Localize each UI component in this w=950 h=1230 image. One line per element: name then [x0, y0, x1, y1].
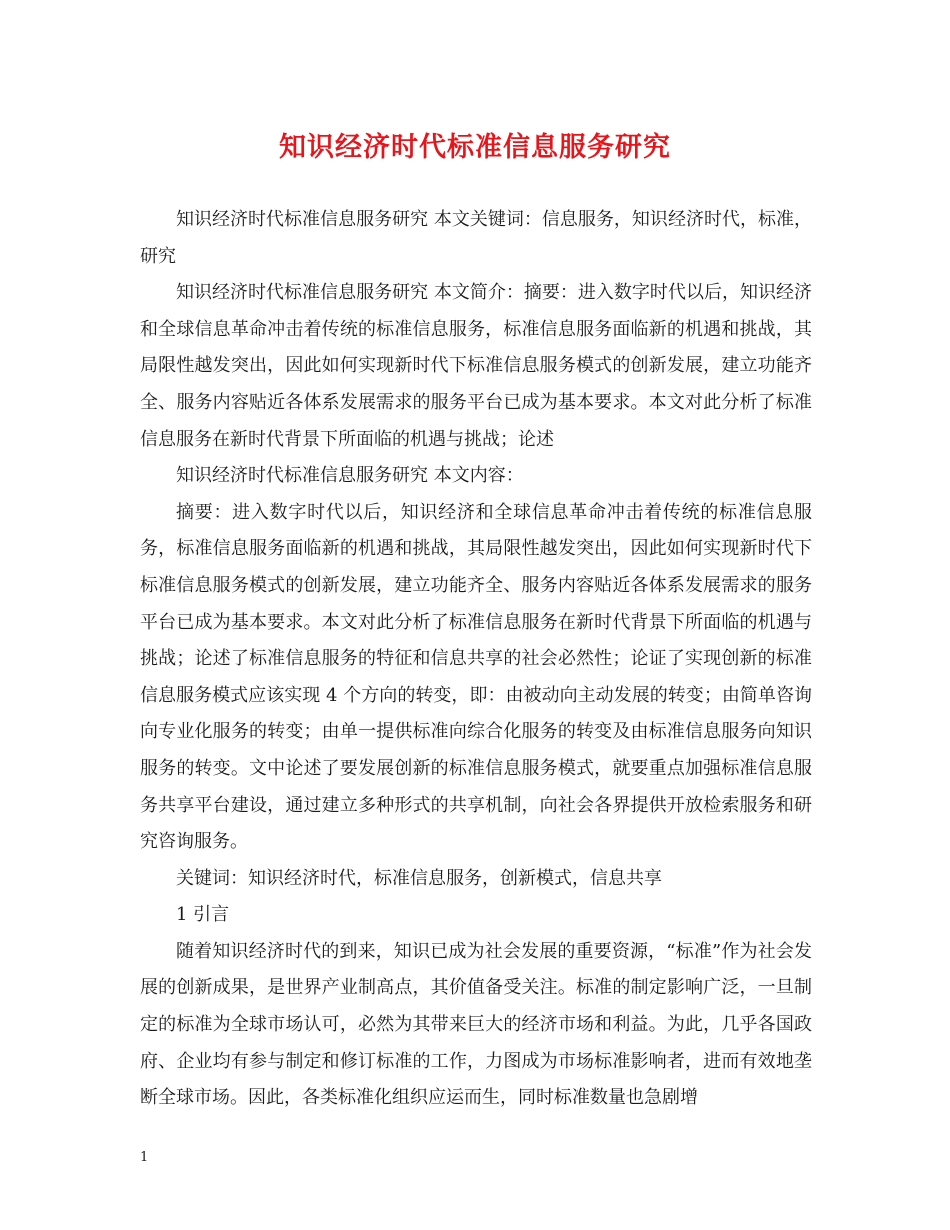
paragraph-abstract: 摘要：进入数字时代以后，知识经济和全球信息革命冲击着传统的标准信息服务，标准信息服务面临新的机遇和挑战，其局限性越发突出，因此如何实现新时代下标准信息服务模式的创新发展，建立功能齐全、服务内容贴近各体系发展需求的服务平台已成为基本要求。本文对此分析了标准信息服务在新时代背景下所面临的机遇与挑战；论述了标准信息服务的特征和信息共享的社会必然性；论证了实现创新的标准信息服务模式应该实现 4 个方向的转变，即：由被动向主动发展的转变；由简单咨询向专业化服务的转变；由单一提供标准向综合化服务的转变及由标准信息服务向知识服务的转变。文中论述了要发展创新的标准信息服务模式，就要重点加强标准信息服务共享平台建设，通过建立多种形式的共享机制，向社会各界提供开放检索服务和研究咨询服务。: [140, 501, 812, 853]
paragraph-summary-intro: 知识经济时代标准信息服务研究 本文简介：摘要：进入数字时代以后，知识经济和全球信息革命冲击着传统的标准信息服务，标准信息服务面临新的机遇和挑战，其局限性越发突出，因此如何实现新时代下标准信息服务模式的创新发展，建立功能齐全、服务内容贴近各体系发展需求的服务平台已成为基本要求。本文对此分析了标准信息服务在新时代背景下所面临的机遇与挑战；论述: [140, 282, 812, 450]
paragraph-keywords: 关键词：知识经济时代，标准信息服务，创新模式，信息共享: [176, 867, 662, 889]
paragraph-introduction: 随着知识经济时代的到来，知识已成为社会发展的重要资源，“标准”作为社会发展的创新成果，是世界产业制高点，其价值备受关注。标准的制定影响广泛，一旦制定的标准为全球市场认可，必然为其带来巨大的经济市场和利益。为此，几乎各国政府、企业均有参与制定和修订标准的工作，力图成为市场标准影响者，进而有效地垄断全球市场。因此，各类标准化组织应运而生，同时标准数量也急剧增: [140, 940, 812, 1109]
document-title: 知识经济时代标准信息服务研究: [279, 132, 671, 163]
paragraph-content-heading: 知识经济时代标准信息服务研究 本文内容：: [176, 465, 524, 487]
section-heading-introduction: 1 引言: [176, 904, 230, 926]
document-body: [140, 202, 812, 1117]
paragraph-keywords-intro: 知识经济时代标准信息服务研究 本文关键词：信息服务，知识经济时代，标准，研究: [140, 209, 812, 267]
page-number: 1: [140, 1150, 149, 1165]
